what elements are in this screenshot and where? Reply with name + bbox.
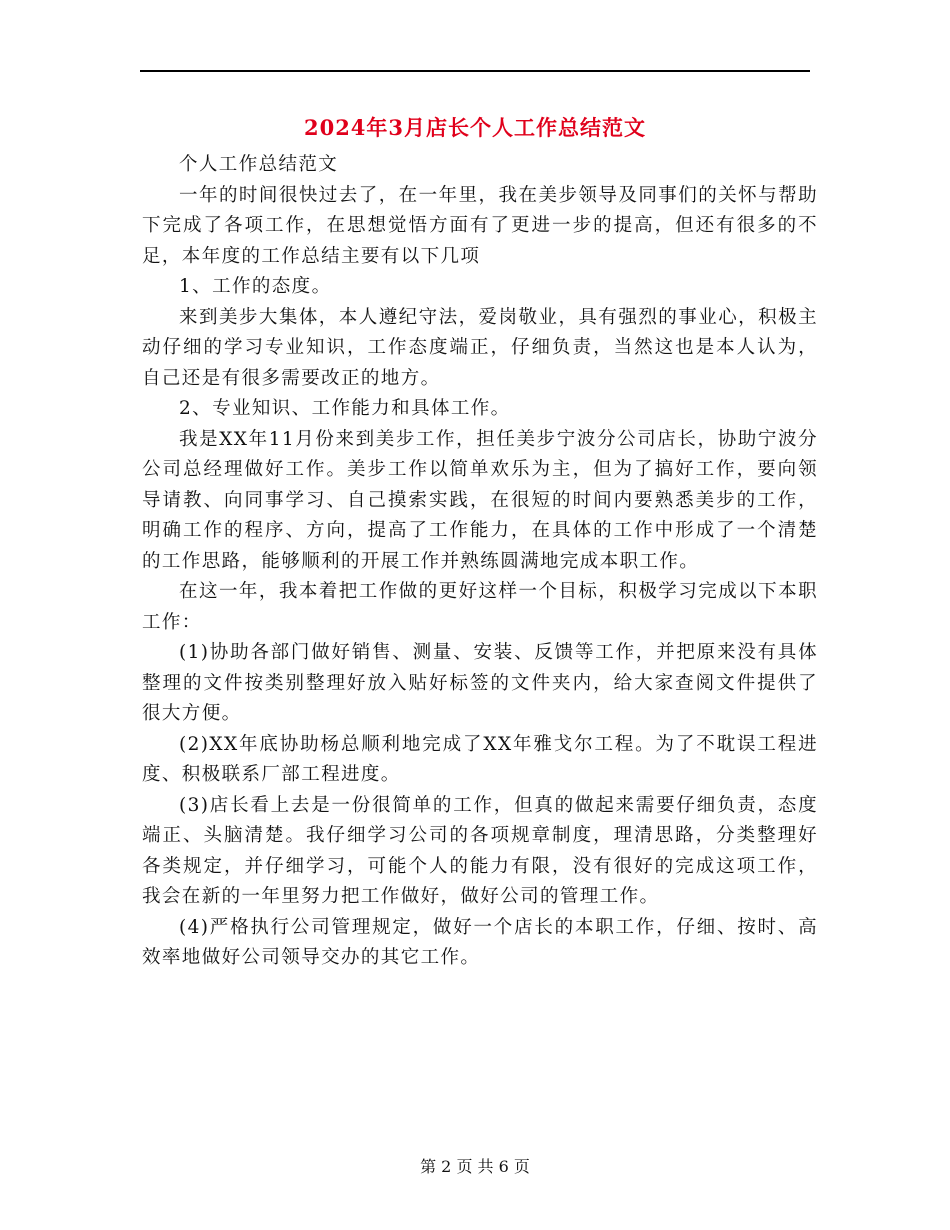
paragraph: 来到美步大集体，本人遵纪守法，爱岗敬业，具有强烈的事业心，积极主动仔细的学习专业知识，工作态度端正，仔细负责，当然这也是本人认为，自己还是有很多需要改正的地方。 xyxy=(142,306,818,389)
paragraph: (4)严格执行公司管理规定，做好一个店长的本职工作，仔细、按时、高效率地做好公司领导交办的其它工作。 xyxy=(142,916,818,968)
page-number-footer: 第 2 页 共 6 页 xyxy=(420,1157,530,1176)
paragraph: 2、专业知识、工作能力和具体工作。 xyxy=(179,398,511,419)
paragraph: 一年的时间很快过去了，在一年里，我在美步领导及同事们的关怀与帮助下完成了各项工作，在思想觉悟方面有了更进一步的提高，但还有很多的不足，本年度的工作总结主要有以下几项 xyxy=(142,184,818,267)
header-rule xyxy=(140,70,810,72)
paragraph: (1)协助各部门做好销售、测量、安装、反馈等工作，并把原来没有具体整理的文件按类别整理好放入贴好标签的文件夹内，给大家查阅文件提供了很大方便。 xyxy=(142,642,818,724)
document-title: 2024年3月店长个人工作总结范文 xyxy=(303,115,647,140)
paragraph: 我是XX年11月份来到美步工作，担任美步宁波分公司店长，协助宁波分公司总经理做好工作。美步工作以简单欢乐为主，但为了搞好工作，要向领导请教、向同事学习、自己摸索实践，在很短的时间内要熟悉美步的工作，明确工作的程序、方向，提高了工作能力，在具体的工作中形成了一个清楚的工作思路，能够顺利的开展工作并熟练圆满地完成本职工作。 xyxy=(142,428,818,572)
paragraph: 在这一年，我本着把工作做的更好这样一个目标，积极学习完成以下本职工作： xyxy=(142,581,818,633)
document-body xyxy=(142,150,818,974)
paragraph: 个人工作总结范文 xyxy=(179,154,339,175)
paragraph: (3)店长看上去是一份很简单的工作，但真的做起来需要仔细负责，态度端正、头脑清楚。我仔细学习公司的各项规章制度，理清思路，分类整理好各类规定，并仔细学习，可能个人的能力有限，没有很好的完成这项工作，我会在新的一年里努力把工作做好，做好公司的管理工作。 xyxy=(142,794,818,907)
paragraph: 1、工作的态度。 xyxy=(179,276,332,297)
paragraph: (2)XX年底协助杨总顺利地完成了XX年雅戈尔工程。为了不耽误工程进度、积极联系厂部工程进度。 xyxy=(142,733,818,785)
